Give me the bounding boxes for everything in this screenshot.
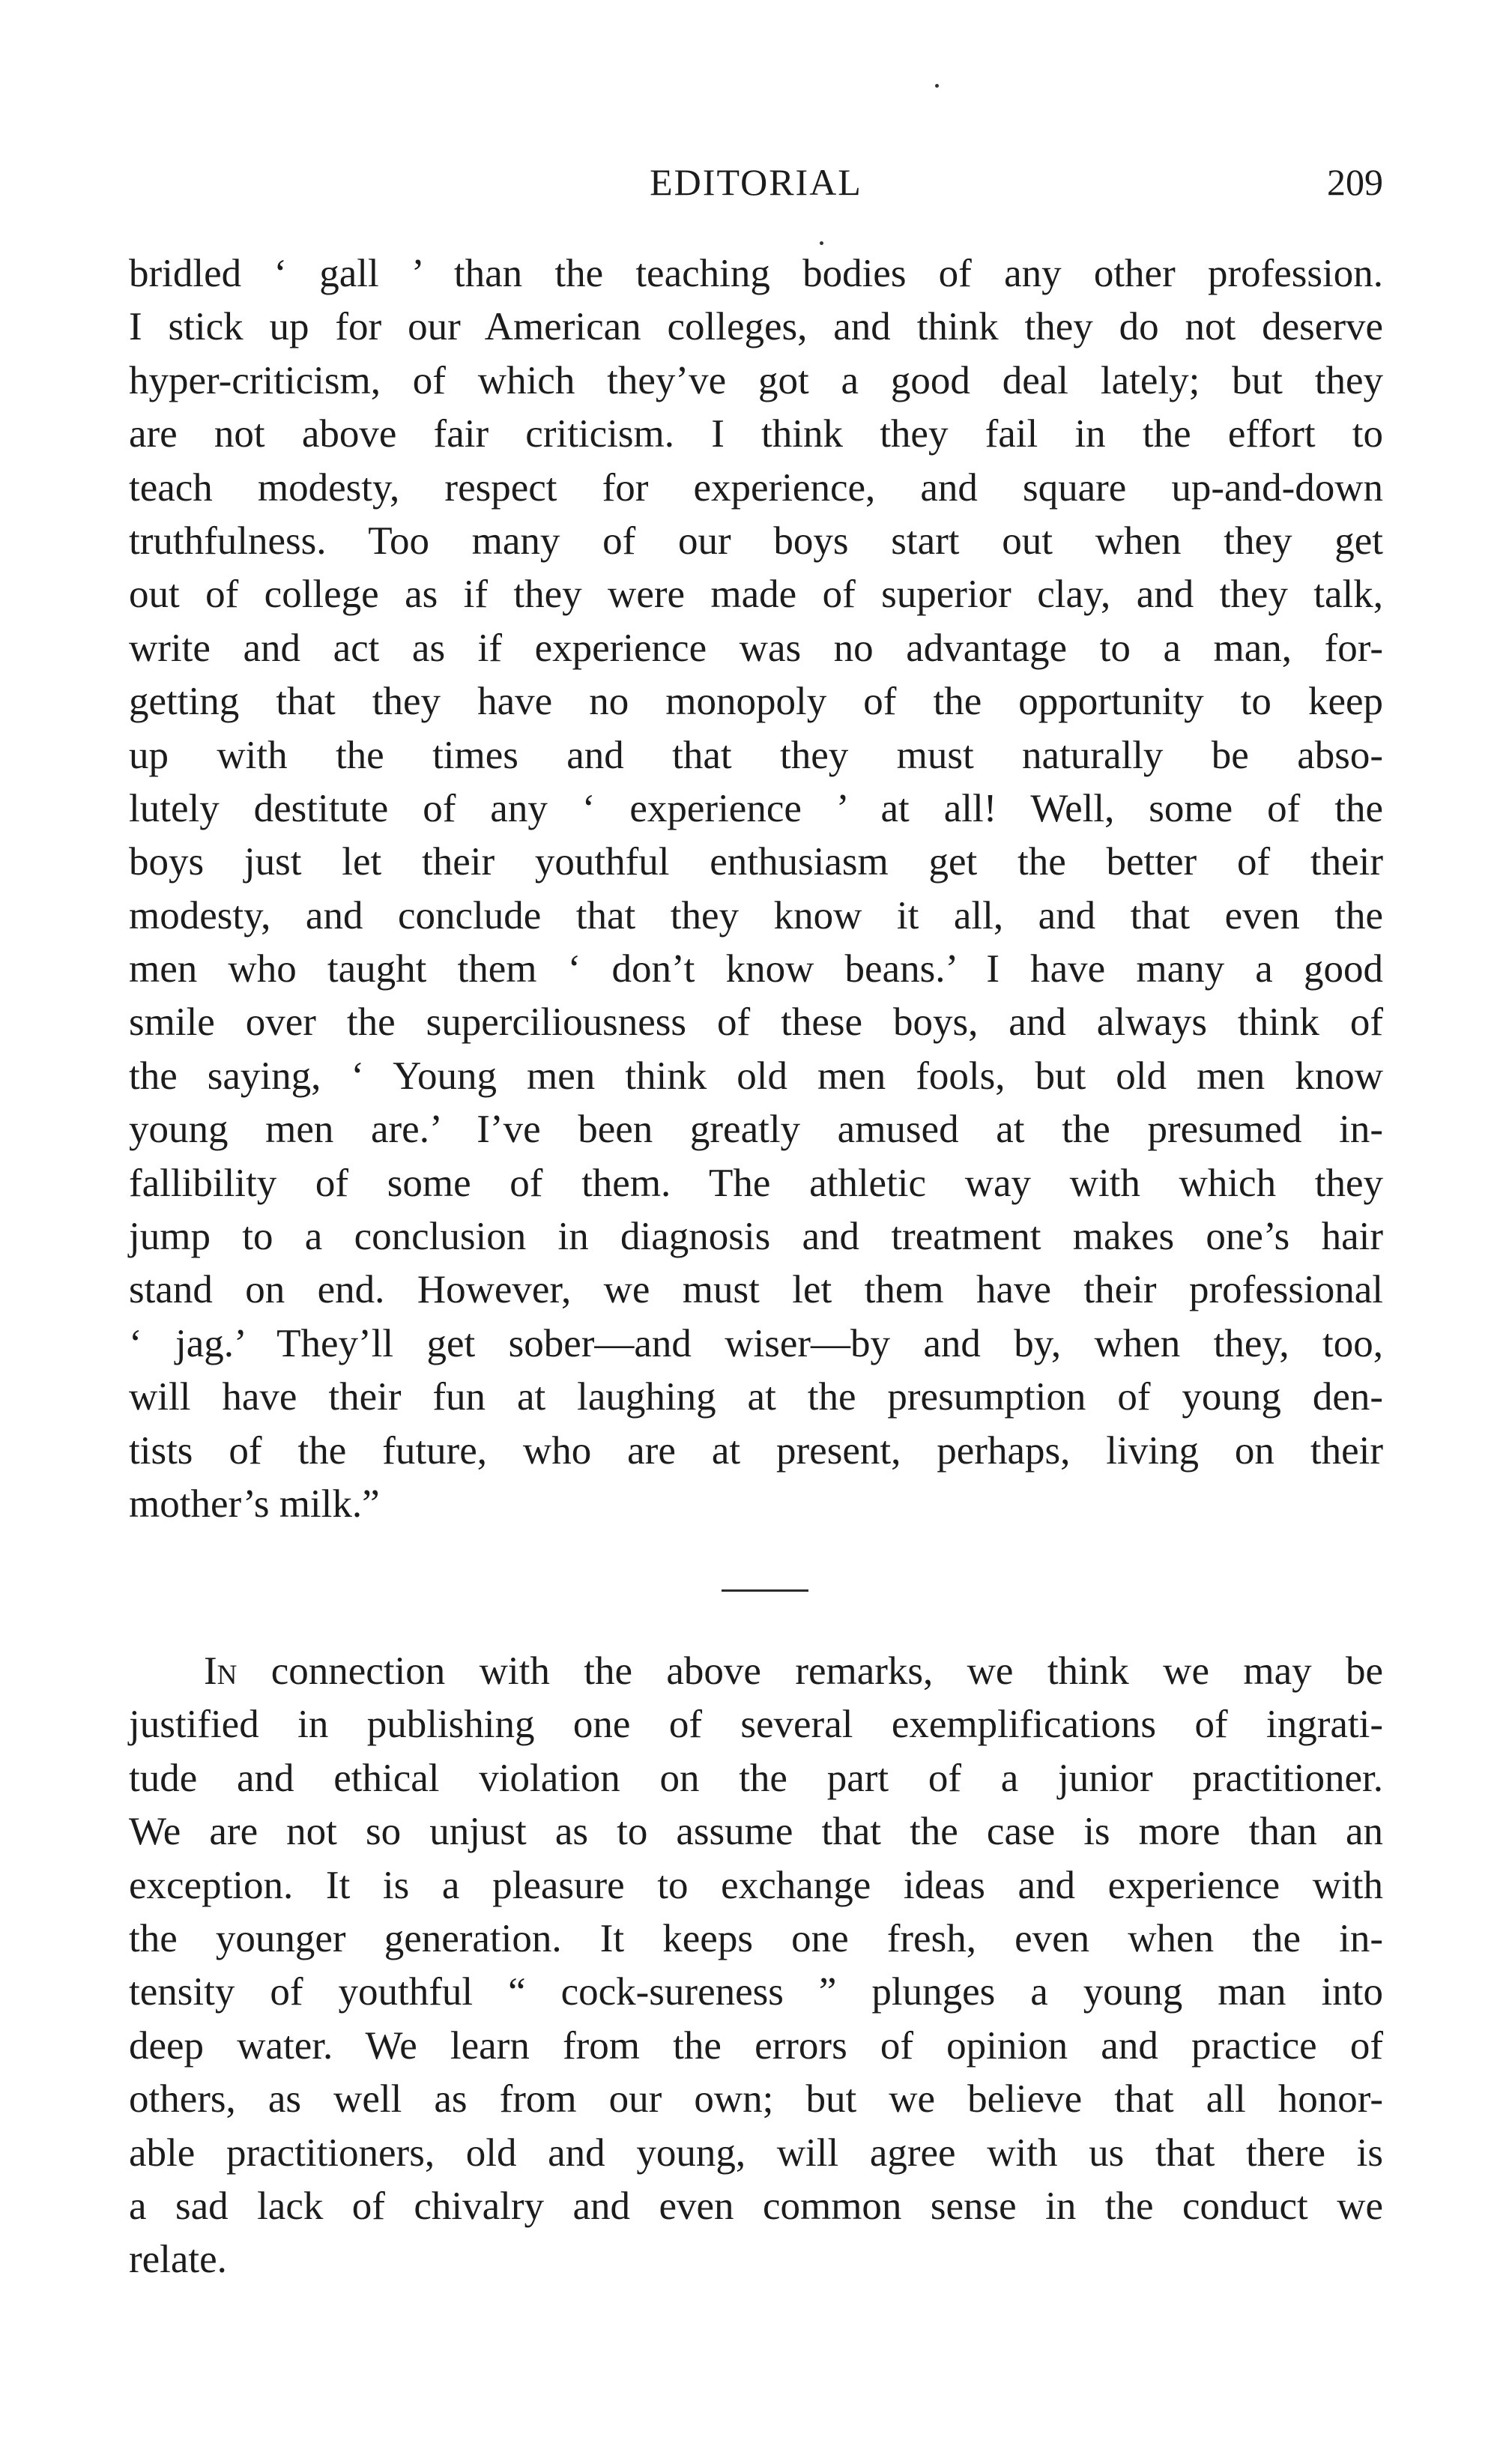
- print-speck: [820, 241, 823, 245]
- text-line: stand on end. However, we must let them have their professional: [129, 1268, 1383, 1312]
- text-line: deep water. We learn from the errors of opinion and practice of: [129, 2023, 1383, 2068]
- text-line: justified in publishing one of several exemplifications of ingrati-: [129, 1703, 1383, 1747]
- text-line: the younger generation. It keeps one fresh, even when the in-: [129, 1916, 1383, 1960]
- text-line: tists of the future, who are at present, perhaps, living on their: [129, 1428, 1383, 1473]
- text-line: jump to a conclusion in diagnosis and treatment makes one’s hair: [129, 1215, 1383, 1259]
- text-line: boys just let their youthful enthusiasm get the better of their: [129, 840, 1383, 884]
- text-line: lutely destitute of any ‘ experience ’ at all! Well, some of the: [129, 786, 1383, 830]
- text-line: others, as well as from our own; but we believe that all honor-: [129, 2077, 1383, 2122]
- text-line-first: [129, 1645, 1383, 1698]
- page-header: [129, 160, 1383, 208]
- text-line: the saying, ‘ Young men think old men fools, but old men know: [129, 1054, 1383, 1098]
- text-line: fallibility of some of them. The athletic way with which they: [129, 1161, 1383, 1205]
- text-line: relate.: [129, 2238, 227, 2282]
- paragraph-1: [129, 247, 1383, 1531]
- print-speck: [935, 84, 939, 88]
- text-line: mother’s milk.”: [129, 1482, 380, 1526]
- running-head: EDITORIAL: [650, 161, 862, 203]
- text-line: I stick up for our American colleges, and think they do not deserve: [129, 305, 1383, 349]
- page-number: 209: [1327, 161, 1383, 203]
- text-line: ‘ jag.’ They’ll get sober—and wiser—by and by, when they, too,: [129, 1321, 1383, 1365]
- section-divider-rule: [722, 1589, 808, 1592]
- text-line: getting that they have no monopoly of the opportunity to keep: [129, 680, 1383, 724]
- text-line: able practitioners, old and young, will agree with us that there is: [129, 2131, 1383, 2175]
- text-line: young men are.’ I’ve been greatly amused at the presumed in-: [129, 1108, 1383, 1152]
- text-line: will have their fun at laughing at the presumption of young den-: [129, 1375, 1383, 1419]
- text-line: We are not so unjust as to assume that the case is more than an: [129, 1810, 1383, 1854]
- lead-in-smallcaps: In: [204, 1649, 238, 1693]
- text-line: tude and ethical violation on the part of a junior practitioner.: [129, 1756, 1383, 1800]
- text-line: are not above fair criticism. I think they fail in the effort to: [129, 412, 1383, 456]
- text-line: out of college as if they were made of superior clay, and they talk,: [129, 573, 1383, 617]
- text-line: tensity of youthful “ cock-sureness ” plunges a young man into: [129, 1970, 1383, 2014]
- text-line: truthfulness. Too many of our boys start out when they get: [129, 519, 1383, 563]
- text-line: up with the times and that they must naturally be abso-: [129, 733, 1383, 777]
- paragraph-2: [129, 1645, 1383, 2287]
- text-line: hyper-criticism, of which they’ve got a good deal lately; but they: [129, 358, 1383, 402]
- text-line: teach modesty, respect for experience, and square up-and-down: [129, 465, 1383, 510]
- text-line: modesty, and conclude that they know it all, and that even the: [129, 893, 1383, 937]
- text-line: bridled ‘ gall ’ than the teaching bodies of any other profession.: [129, 252, 1383, 295]
- text-line: exception. It is a pleasure to exchange ideas and experience with: [129, 1863, 1383, 1907]
- text-line: smile over the superciliousness of these boys, and always think of: [129, 1000, 1383, 1045]
- text-line: men who taught them ‘ don’t know beans.’ I have many a good: [129, 947, 1383, 991]
- text-line-rest: connection with the above remarks, we think we may be: [237, 1649, 1383, 1693]
- text-line: write and act as if experience was no advantage to a man, for-: [129, 626, 1383, 670]
- text-line: a sad lack of chivalry and even common sense in the conduct we: [129, 2184, 1383, 2228]
